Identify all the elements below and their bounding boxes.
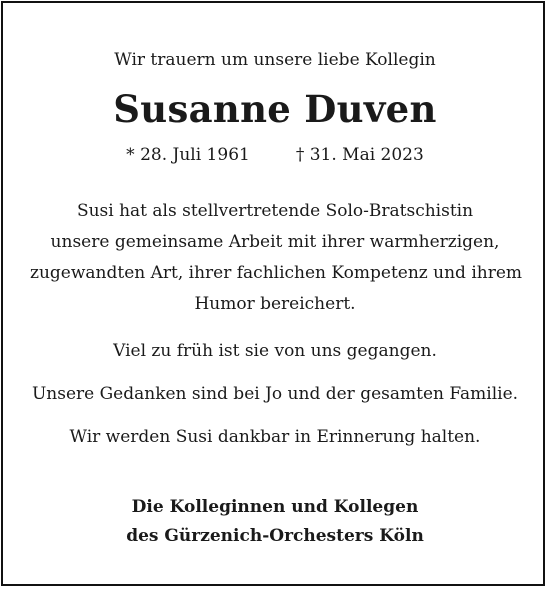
early-passing-line: Viel zu früh ist sie von uns gegangen. (113, 341, 437, 361)
tribute-line: zugewandten Art, ihrer fachlichen Kompetenz und ihrem (30, 263, 523, 283)
signature-block (0, 493, 550, 551)
deceased-name: Susanne Duven (113, 87, 437, 131)
tribute-paragraph (30, 196, 523, 320)
intro-line: Wir trauern um unsere liebe Kollegin (114, 50, 436, 70)
death-date: † 31. Mai 2023 (295, 145, 424, 165)
tribute-line: Susi hat als stellvertretende Solo-Bratschistin (76, 201, 474, 221)
tribute-line: unsere gemeinsame Arbeit mit ihrer warmherzigen, (50, 232, 500, 252)
signature-line-1: Die Kolleginnen und Kollegen (131, 497, 419, 517)
remember-line: Wir werden Susi dankbar in Erinnerung halten. (69, 427, 481, 447)
birth-date: * 28. Juli 1961 (126, 145, 250, 165)
tribute-line: Humor bereichert. (194, 294, 356, 314)
thoughts-line: Unsere Gedanken sind bei Jo und der gesamten Familie. (31, 384, 519, 404)
life-dates (0, 143, 550, 167)
signature-line-2: des Gürzenich-Orchesters Köln (126, 526, 424, 546)
